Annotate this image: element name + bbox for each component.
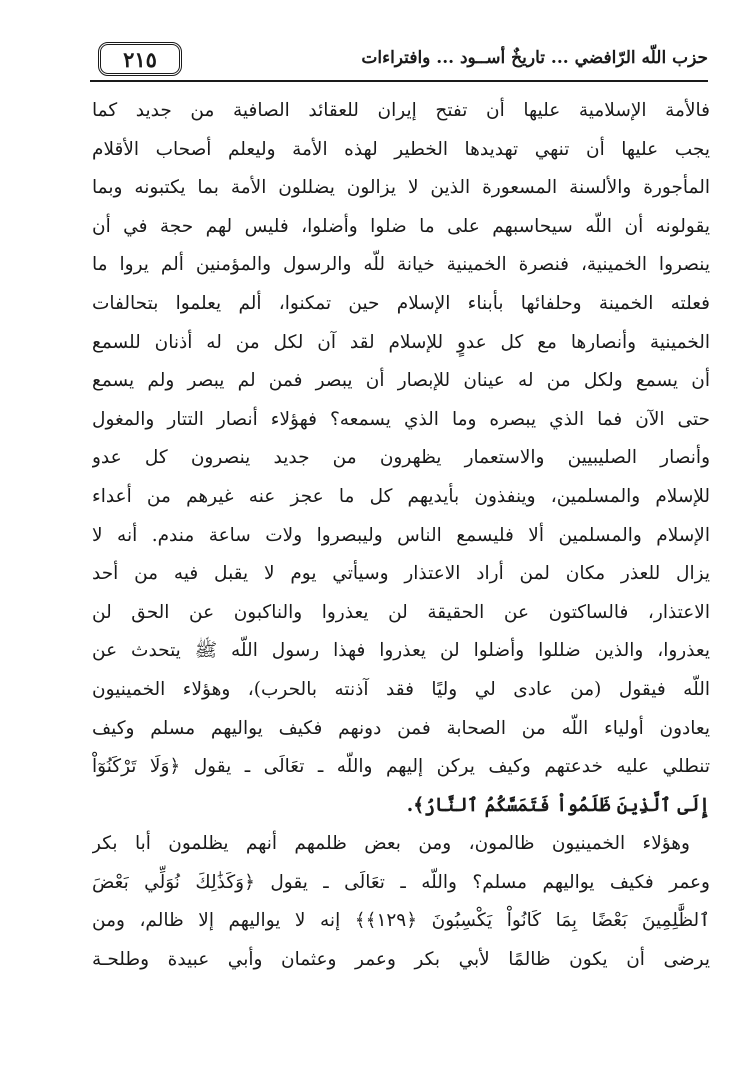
- text-line: يزال للعذر مكان لمن أراد الاعتذار وسيأتي يوم لا يقبل فيه من أحد: [92, 563, 710, 585]
- running-title: حزب اللّه الرّافضي ... تاريخٌ أســود ... وافتراءات: [361, 48, 708, 68]
- quran-verse-line: إِلَى ٱلَّذِينَ ظَلَمُواْ فَتَمَسَّكُمُ ٱلنَّارُ﴾.: [406, 794, 710, 816]
- body-text: [92, 92, 710, 980]
- text-line: اللّه فيقول (من عادى لي وليًا فقد آذنته بالحرب)، وهؤلاء الخمينيون: [92, 678, 710, 700]
- text-line: ٱلظَّٰلِمِينَ بَعْضًا بِمَا كَانُواْ يَكْسِبُونَ ﴿١٢٩﴾﴾ إنه لا يواليهم إلا ظالم، ومن: [92, 910, 710, 932]
- text-line: يرضى أن يكون ظالمًا لأبي بكر وعمر وعثمان وأبي عبيدة وطلحـة: [92, 949, 710, 971]
- text-line: تنطلي عليه خدعتهم وكيف يركن إليهم واللّه ـ تعَالَى ـ يقول ﴿وَلَا تَرْكَنُوٓاْ: [92, 756, 710, 778]
- text-line: الخمينية وأنصارها مع كل عدوٍ للإسلام لقد آن لكل من له أذنان للسمع: [92, 331, 710, 353]
- page-header: [90, 40, 708, 84]
- text-line: فعلته الخمينة وحلفائها بأبناء الإسلام حين تمكنوا، ألم يعلموا بتحالفات: [92, 292, 710, 314]
- text-line: ينصروا الخمينية، فنصرة الخمينية خيانة للّه والرسول والمؤمنين ألم يروا ما: [92, 254, 710, 276]
- paragraph-start-line: وهؤلاء الخمينيون ظالمون، ومن بعض ظلمهم أنهم يظلمون أبا بكر: [92, 833, 690, 855]
- text-line: للإسلام والمسلمين، وينفذون بأيديهم كل ما عجز عنه غيرهم من أعداء: [92, 485, 710, 507]
- text-line: يقولونه أن اللّه سيحاسبهم على ما ضلوا وأضلوا، فليس لهم حجة في أن: [92, 215, 710, 237]
- text-line: وأنصار الصليبيين والاستعمار يظهرون من جديد ينصرون كل عدو: [92, 447, 710, 469]
- text-line: أن يسمع ولكل من له عينان للإبصار أن يبصر فمن لم يبصر ولم يسمع: [92, 370, 710, 392]
- text-line: المأجورة والألسنة المسعورة الذين لا يزالون يضللون الأمة بما يكتبونه وبما: [92, 177, 710, 199]
- text-line: يجب عليها أن تنهي تهديدها الخطير لهذه الأمة وليعلم أصحاب الأقلام: [92, 138, 710, 160]
- page-number: ٢١٥: [98, 42, 182, 76]
- text-line: الإسلام والمسلمين ألا فليسمع الناس وليبصروا ولات ساعة مندم. أنه لا: [92, 524, 710, 546]
- text-line: الاعتذار، فالساكتون عن الحقيقة لن يعذروا والناكبون عن الحق لن: [92, 601, 710, 623]
- text-line: فالأمة الإسلامية عليها أن تفتح إيران للعقائد الصافية من جديد كما: [92, 100, 710, 121]
- text-line: يعادون أولياء اللّه من الصحابة فمن دونهم فكيف يواليهم مسلم وكيف: [92, 717, 710, 739]
- text-line: حتى الآن فما الذي يبصره وما الذي يسمعه؟ فهؤلاء أنصار التتار والمغول: [92, 408, 710, 430]
- text-line: وعمر فكيف يواليهم مسلم؟ واللّه ـ تعَالَى ـ يقول ﴿وَكَذَٰلِكَ نُوَلِّي بَعْضَ: [92, 871, 710, 893]
- header-rule: [90, 80, 708, 82]
- text-line: يعذروا، والذين ضللوا وأضلوا لن يعذروا فهذا رسول اللّه ﷺ يتحدث عن: [92, 640, 710, 662]
